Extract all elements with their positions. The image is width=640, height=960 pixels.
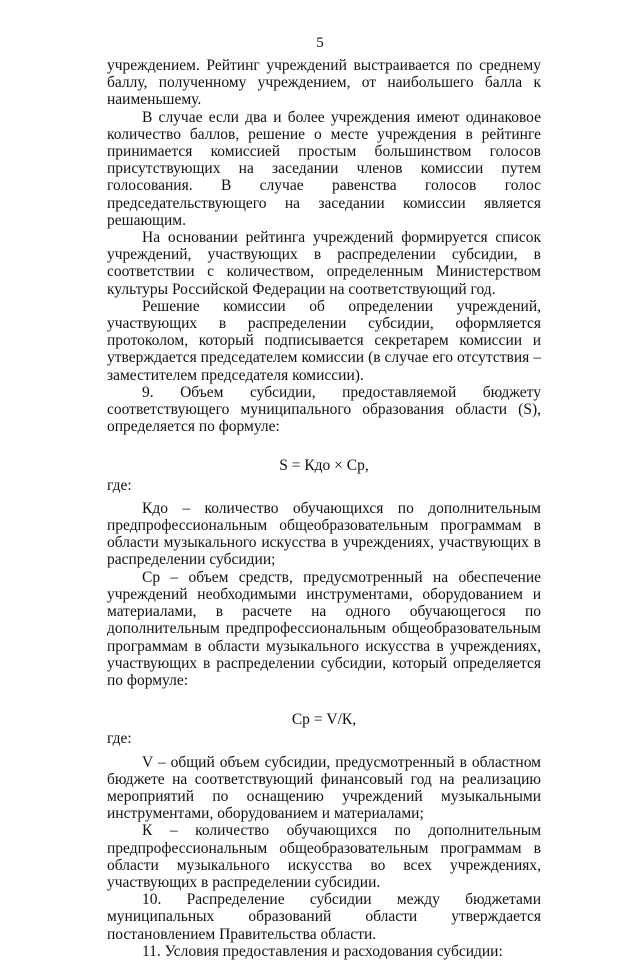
definition-sr: Ср – объем средств, предусмотренный на обеспечение учреждений необходимыми инструментами, оборудованием и материалами, в расчете на одного обучающегося по дополнительным предпрофессиональным общеобразовательным программам в области музыкального искусства в учреждениях, участвующих в распределении субсидии, который определяется по формуле:	[107, 568, 541, 689]
definition-v: V – общий объем субсидии, предусмотренный в областном бюджете на соответствующий финансовый год на реализацию мероприятий по оснащению учреждений музыкальными инструментами, оборудованием и материалами;	[107, 753, 541, 823]
paragraph-subsidy-volume: 9. Объем субсидии, предоставляемой бюджету соответствующего муниципального образования области (S), определяется по формуле:	[107, 383, 541, 436]
paragraph-conditions: 11. Условия предоставления и расходования субсидии:	[142, 942, 503, 960]
page-number: 5	[316, 35, 324, 51]
paragraph-equal-points: В случае если два и более учреждения имеют одинаковое количество баллов, решение о месте учреждения в рейтинге принимается комиссией простым большинством голосов присутствующих на заседании членов комиссии путем голосования. В случае равенства голосов голос председательствующего на заседании комиссии является решающим.	[107, 108, 541, 229]
paragraph-distribution: 10. Распределение субсидии между бюджетами муниципальных образований области утверждается постановлением Правительства области.	[107, 891, 541, 943]
paragraph-commission-decision: Решение комиссии об определении учреждений, участвующих в распределении субсидии, оформляется протоколом, который подписывается секретарем комиссии и утверждается председателем комиссии (в случае его отсутствия – заместителем председателя комиссии).	[107, 297, 541, 384]
where-label-1: где:	[107, 476, 132, 494]
document-body	[107, 57, 541, 960]
where-label-2: где:	[107, 730, 132, 748]
definition-kdo: Кдо – количество обучающихся по дополнительным предпрофессиональным общеобразовательным программам в области музыкального искусства в учреждениях, участвующих в распределении субсидии;	[107, 499, 541, 569]
paragraph-institution-list: На основании рейтинга учреждений формируется список учреждений, участвующих в распределении субсидии, в соответствии с количеством, определенным Министерством культуры Российской Федерации на соответствующий год.	[107, 229, 541, 298]
paragraph-rating-order: учреждением. Рейтинг учреждений выстраивается по среднему баллу, полученному учреждением, от наибольшего балла к наименьшему.	[107, 57, 541, 109]
formula-sr: Ср = V/К,	[291, 711, 357, 729]
formula-s: S = Кдо × Ср,	[279, 457, 369, 475]
definition-k: К – количество обучающихся по дополнительным предпрофессиональным общеобразовательным программам в области музыкального искусства во всех учреждениях, участвующих в распределении субсидии.	[107, 822, 541, 891]
